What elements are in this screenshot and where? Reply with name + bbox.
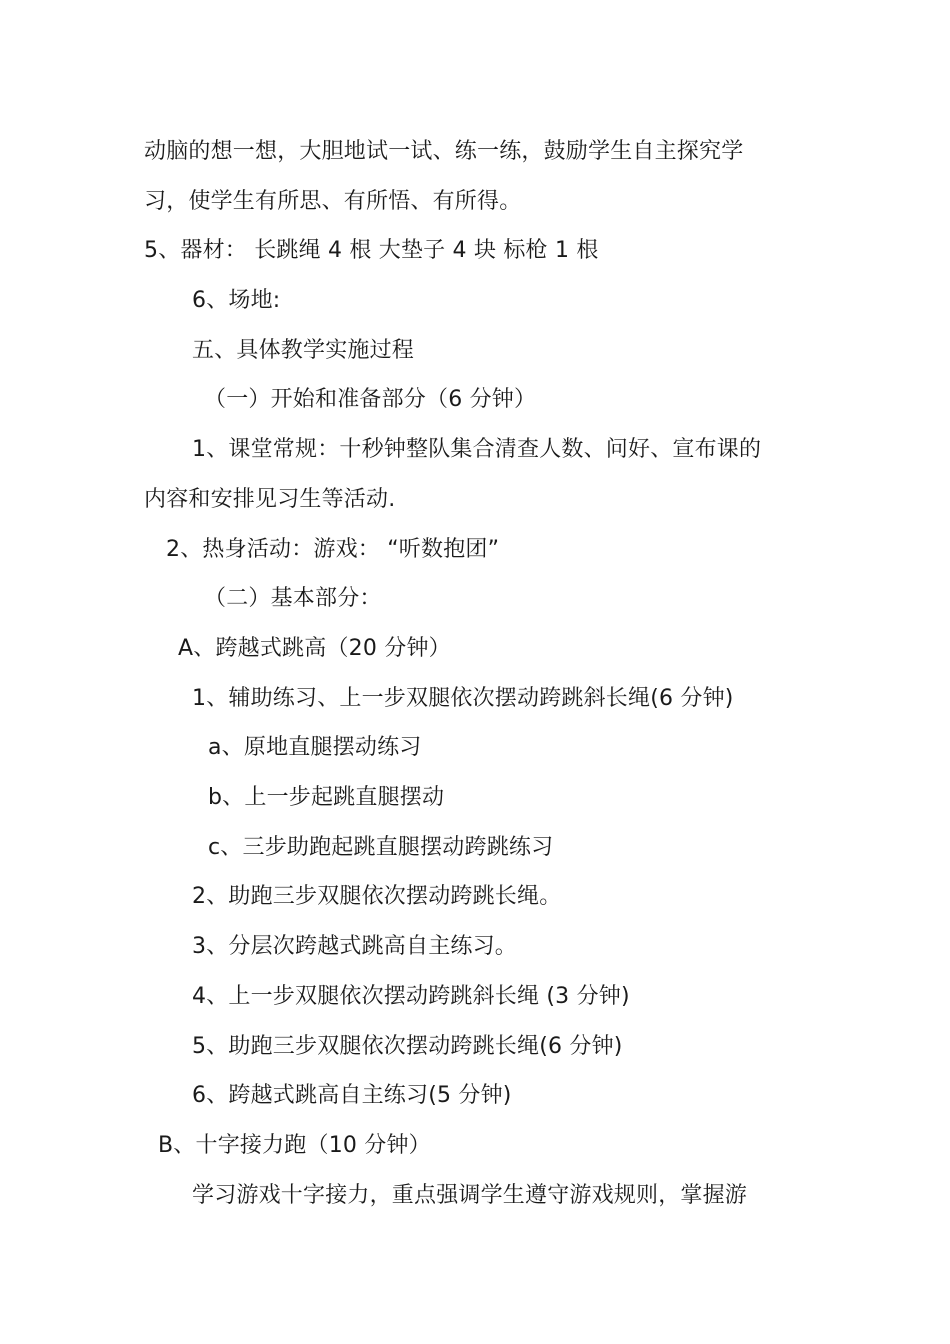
- topic-heading: B、十字接力跑（10 分钟）: [158, 1133, 431, 1158]
- list-item: 6、跨越式跳高自主练习(5 分钟): [192, 1083, 512, 1108]
- paragraph-line: 内容和安排见习生等活动.: [144, 487, 396, 512]
- sub-list-item: b、上一步起跳直腿摆动: [208, 785, 445, 810]
- subsection-heading: （一）开始和准备部分（6 分钟）: [204, 387, 537, 412]
- list-item: 1、辅助练习、上一步双腿依次摆动跨跳斜长绳(6 分钟): [192, 686, 734, 711]
- sub-list-item: c、三步助跑起跳直腿摆动跨跳练习: [208, 835, 554, 860]
- paragraph-line: 习，使学生有所思、有所悟、有所得。: [144, 189, 522, 214]
- list-item: 3、分层次跨越式跳高自主练习。: [192, 934, 517, 959]
- subsection-heading: （二）基本部分：: [204, 586, 382, 611]
- section-heading: 五、具体教学实施过程: [192, 338, 415, 363]
- equipment-line: 5、器材： 长跳绳 4 根 大垫子 4 块 标枪 1 根: [144, 238, 599, 263]
- list-item: 4、上一步双腿依次摆动跨跳斜长绳 (3 分钟): [192, 984, 630, 1009]
- paragraph-line: 动脑的想一想，大胆地试一试、练一练，鼓励学生自主探究学: [144, 139, 744, 164]
- paragraph-line: 学习游戏十字接力，重点强调学生遵守游戏规则，掌握游: [192, 1183, 748, 1208]
- paragraph-line: 1、课堂常规：十秒钟整队集合清查人数、问好、宣布课的: [192, 437, 762, 462]
- list-item: 2、热身活动：游戏： “听数抱团”: [166, 537, 500, 562]
- list-item: 5、助跑三步双腿依次摆动跨跳长绳(6 分钟): [192, 1034, 623, 1059]
- topic-heading: A、跨越式跳高（20 分钟）: [178, 636, 451, 661]
- list-item: 2、助跑三步双腿依次摆动跨跳长绳。: [192, 884, 562, 909]
- venue-line: 6、场地:: [192, 288, 281, 313]
- sub-list-item: a、原地直腿摆动练习: [208, 735, 422, 760]
